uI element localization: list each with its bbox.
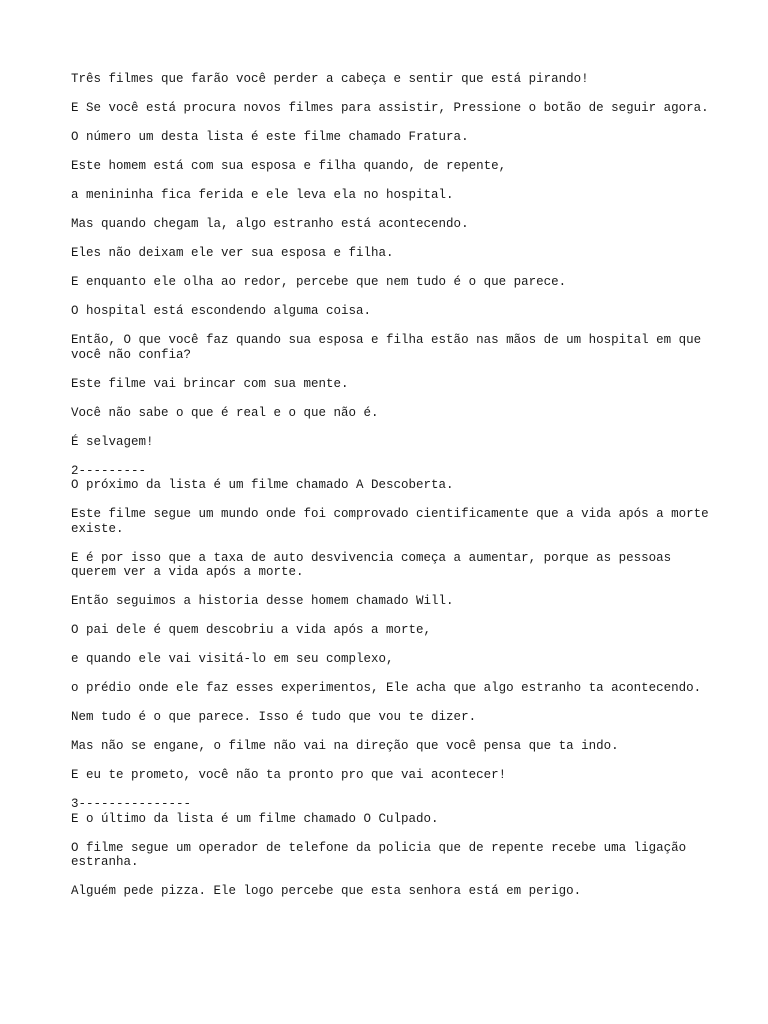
paragraph: Este filme vai brincar com sua mente. xyxy=(71,376,349,391)
paragraph: O número um desta lista é este filme chamado Fratura. xyxy=(71,130,469,144)
paragraph: E o último da lista é um filme chamado O Culpado. xyxy=(71,811,439,826)
paragraph: E Se você está procura novos filmes para assistir, Pressione o botão de seguir agora. xyxy=(71,101,709,115)
paragraph: Então, O que você faz quando sua esposa e filha estão nas mãos de um hospital em que você não confia? xyxy=(71,333,709,362)
paragraph: Este filme segue um mundo onde foi comprovado cientificamente que a vida após a morte existe. xyxy=(71,507,717,536)
paragraph: Mas quando chegam la, algo estranho está acontecendo. xyxy=(71,217,469,231)
paragraph: O hospital está escondendo alguma coisa. xyxy=(71,304,372,318)
paragraph: Nem tudo é o que parece. Isso é tudo que vou te dizer. xyxy=(71,710,477,724)
paragraph: a menininha fica ferida e ele leva ela no hospital. xyxy=(71,188,454,202)
section-marker-3: 3--------------- xyxy=(71,797,192,811)
paragraph: Mas não se engane, o filme não vai na direção que você pensa que ta indo. xyxy=(71,739,619,753)
document-body xyxy=(71,72,717,913)
paragraph: E enquanto ele olha ao redor, percebe que nem tudo é o que parece. xyxy=(71,275,567,289)
paragraph: Eles não deixam ele ver sua esposa e filha. xyxy=(71,246,394,260)
paragraph: Este homem está com sua esposa e filha quando, de repente, xyxy=(71,159,507,173)
paragraph: O próximo da lista é um filme chamado A Descoberta. xyxy=(71,478,454,492)
paragraph: O pai dele é quem descobriu a vida após a morte, xyxy=(71,623,432,637)
paragraph: O filme segue um operador de telefone da policia que de repente recebe uma ligação estranha. xyxy=(71,840,694,869)
paragraph: e quando ele vai visitá-lo em seu complexo, xyxy=(71,652,394,666)
section-marker-2: 2--------- xyxy=(71,463,147,478)
paragraph: E eu te prometo, você não ta pronto pro que vai acontecer! xyxy=(71,768,507,782)
paragraph: Então seguimos a historia desse homem chamado Will. xyxy=(71,594,454,608)
paragraph: Alguém pede pizza. Ele logo percebe que esta senhora está em perigo. xyxy=(71,884,582,898)
paragraph-title: Três filmes que farão você perder a cabeça e sentir que está pirando! xyxy=(71,72,589,86)
paragraph: É selvagem! xyxy=(71,434,154,449)
paragraph: Você não sabe o que é real e o que não é. xyxy=(71,405,379,420)
paragraph: E é por isso que a taxa de auto desvivencia começa a aumentar, porque as pessoas querem ver a vida após a morte. xyxy=(71,550,679,579)
paragraph: o prédio onde ele faz esses experimentos, Ele acha que algo estranho ta acontecendo. xyxy=(71,681,702,695)
